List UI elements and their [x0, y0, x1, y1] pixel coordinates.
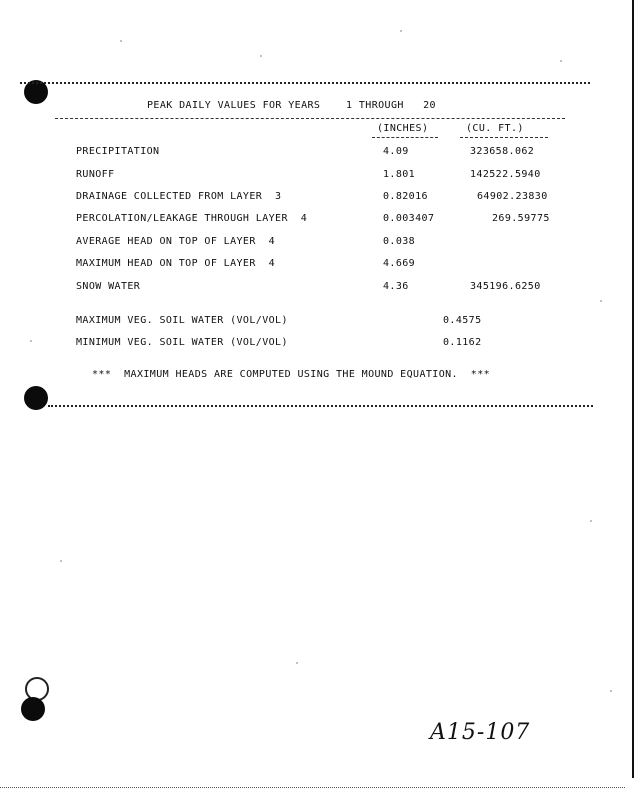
column-header-cuft: (CU. FT.) — [466, 123, 524, 134]
footnote: *** MAXIMUM HEADS ARE COMPUTED USING THE MOUND EQUATION. *** — [92, 369, 491, 380]
handwritten-page-number: A15-107 — [430, 720, 531, 745]
soil-water-value: 0.1162 — [443, 337, 482, 348]
row-inches: 4.36 — [383, 281, 409, 292]
page-edge-right — [632, 0, 634, 778]
row-inches: 1.801 — [383, 169, 416, 180]
row-label: RUNOFF — [76, 169, 115, 180]
row-cuft: 142522.5940 — [470, 169, 541, 180]
row-label: SNOW WATER — [76, 281, 141, 292]
report-title: PEAK DAILY VALUES FOR YEARS 1 THROUGH 20 — [147, 100, 436, 111]
row-label: MAXIMUM HEAD ON TOP OF LAYER 4 — [76, 258, 276, 269]
row-label: AVERAGE HEAD ON TOP OF LAYER 4 — [76, 236, 276, 247]
column-underline-cuft — [460, 137, 548, 138]
soil-water-value: 0.4575 — [443, 315, 482, 326]
row-inches: 0.003407 — [383, 213, 435, 224]
row-cuft: 323658.062 — [470, 146, 535, 157]
asterisk-rule-top — [20, 82, 590, 84]
soil-water-label: MINIMUM VEG. SOIL WATER (VOL/VOL) — [76, 337, 288, 348]
row-label: DRAINAGE COLLECTED FROM LAYER 3 — [76, 191, 282, 202]
column-header-inches: (INCHES) — [377, 123, 429, 134]
asterisk-rule-bottom — [48, 405, 593, 407]
scan-speckle — [400, 30, 402, 32]
scan-speckle — [60, 560, 62, 562]
scan-speckle — [120, 40, 122, 42]
row-inches: 0.82016 — [383, 191, 428, 202]
row-inches: 4.09 — [383, 146, 409, 157]
row-cuft: 345196.6250 — [470, 281, 541, 292]
column-underline-inches — [372, 137, 438, 138]
row-inches: 0.038 — [383, 236, 416, 247]
scan-speckle — [600, 300, 602, 302]
row-cuft: 64902.23830 — [477, 191, 548, 202]
scan-speckle — [30, 340, 32, 342]
dashed-rule-header — [55, 118, 565, 119]
punch-hole-bottom — [21, 697, 45, 721]
scan-speckle — [560, 60, 562, 62]
scan-speckle — [590, 520, 592, 522]
scan-speckle — [260, 55, 262, 57]
punch-hole-middle — [24, 386, 48, 410]
scan-speckle — [610, 690, 612, 692]
row-inches: 4.669 — [383, 258, 416, 269]
row-label: PRECIPITATION — [76, 146, 160, 157]
row-cuft: 269.59775 — [492, 213, 550, 224]
scan-speckle — [296, 662, 298, 664]
row-label: PERCOLATION/LEAKAGE THROUGH LAYER 4 — [76, 213, 308, 224]
soil-water-label: MAXIMUM VEG. SOIL WATER (VOL/VOL) — [76, 315, 288, 326]
page-edge-bottom — [0, 787, 625, 788]
